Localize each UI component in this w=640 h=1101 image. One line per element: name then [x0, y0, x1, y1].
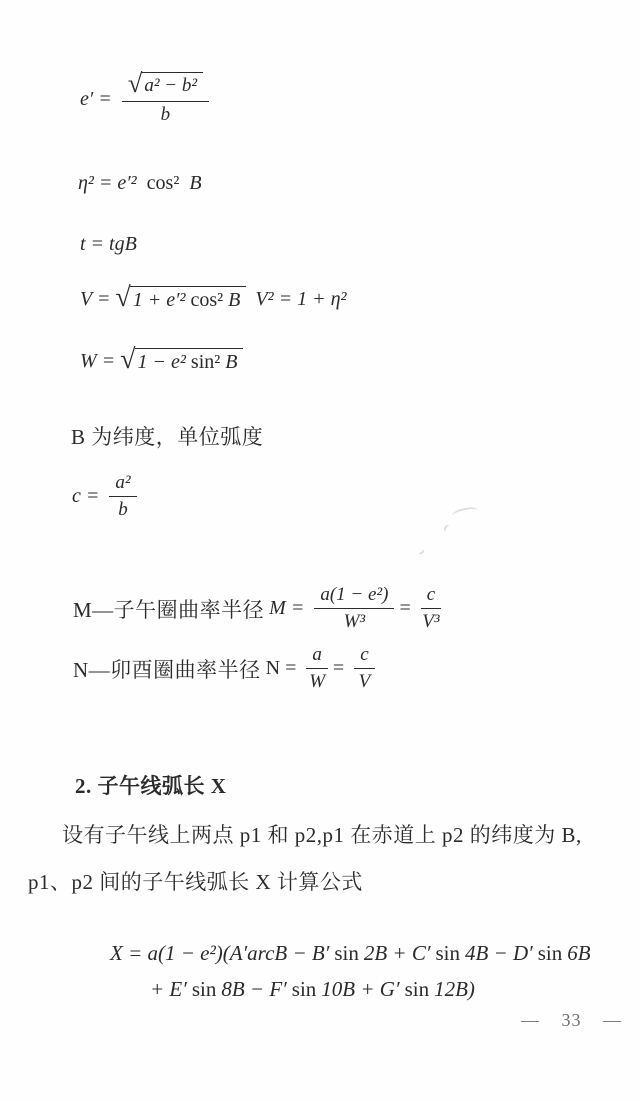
definition-label: M—子午圈曲率半径 [73, 597, 265, 622]
section-heading: 2. 子午线弧长 X [75, 774, 227, 798]
fraction [354, 644, 374, 693]
page-number: — 33 — [521, 1010, 622, 1030]
math-token: sin [404, 977, 430, 1001]
formula-lhs: c = [72, 485, 100, 507]
fraction-denominator: V [358, 671, 371, 692]
fraction-denominator: V³ [422, 611, 440, 632]
math-token: B [228, 289, 241, 311]
fraction [122, 68, 209, 126]
math-token: 1 − e² [137, 351, 186, 373]
math-token: 1 + e′² [132, 289, 186, 311]
formula-lhs: e′ = [80, 87, 112, 110]
math-token: X = a(1 − e²)(A′arcB − B′ [110, 941, 330, 965]
fraction-numerator: c [354, 644, 374, 669]
math-token: + E′ [150, 977, 187, 1001]
formula-x-line1 [110, 941, 591, 966]
fraction-numerator: a(1 − e²) [314, 584, 394, 609]
latitude-note: B 为纬度，单位弧度 [71, 425, 264, 449]
math-token: sin [435, 941, 460, 965]
math-token: 2B + C′ [363, 941, 431, 965]
formula-x-line2 [150, 977, 475, 1002]
formula-lhs: W = [80, 349, 116, 372]
fraction-denominator: W [309, 671, 326, 692]
math-token: 6B [567, 941, 591, 965]
definition-label: N—卯酉圈曲率半径 [73, 657, 261, 682]
fraction [421, 584, 441, 633]
fraction-denominator: b [118, 499, 128, 520]
math-token: 12B) [434, 977, 475, 1001]
scan-smudge [443, 524, 454, 535]
equals-sign: = [332, 657, 345, 679]
formula-lhs: V = [80, 287, 111, 310]
fraction-denominator: b [160, 104, 171, 125]
radicand [135, 348, 244, 374]
formula-e-prime [80, 68, 214, 126]
formula-lhs: N = [265, 657, 297, 679]
math-token: B [225, 351, 238, 373]
math-token: cos² [146, 172, 180, 194]
fraction-numerator: a [306, 644, 328, 669]
fraction-numerator [122, 68, 209, 102]
radical-sign: √ [120, 344, 136, 375]
math-token: sin² [190, 351, 221, 373]
math-token: t = tgB [80, 233, 137, 255]
math-token: η² = e′² [78, 172, 137, 194]
equals-sign: = [399, 597, 411, 619]
fraction-denominator: W³ [343, 611, 366, 632]
fraction [109, 472, 136, 521]
math-token: 4B − D′ [464, 941, 533, 965]
math-token: B [189, 172, 202, 194]
math-token: 10B + G′ [321, 977, 400, 1001]
radical-sign: √ [127, 68, 143, 98]
math-token: sin [537, 941, 563, 965]
math-token: V² = 1 + η² [255, 287, 347, 310]
radicand: a² − b² [141, 72, 203, 97]
radical-sign: √ [115, 282, 131, 313]
math-token: 8B − F′ [221, 977, 287, 1001]
formula-m [73, 584, 446, 633]
math-token: sin [191, 977, 217, 1001]
scan-smudge [451, 505, 479, 520]
square-root [115, 282, 246, 313]
paragraph-line: p1、p2 间的子午线弧长 X 计算公式 [28, 870, 363, 894]
paragraph-line: 设有子午线上两点 p1 和 p2,p1 在赤道上 p2 的纬度为 B, [62, 823, 582, 847]
formula-lhs: M = [269, 597, 305, 619]
math-token: cos² [190, 289, 224, 311]
math-token: sin [334, 941, 359, 965]
formula-c [72, 472, 142, 521]
math-token: sin [291, 977, 317, 1001]
fraction-numerator: a² [109, 472, 136, 497]
formula-eta [78, 172, 202, 195]
fraction-numerator: c [421, 584, 441, 609]
formula-v [80, 282, 347, 313]
formula-t [80, 233, 137, 256]
square-root [127, 68, 203, 98]
radicand [130, 286, 247, 312]
fraction [314, 584, 394, 633]
formula-n [73, 644, 380, 693]
fraction [306, 644, 328, 693]
scan-smudge [417, 547, 425, 555]
square-root [120, 344, 243, 375]
formula-w [80, 344, 243, 375]
